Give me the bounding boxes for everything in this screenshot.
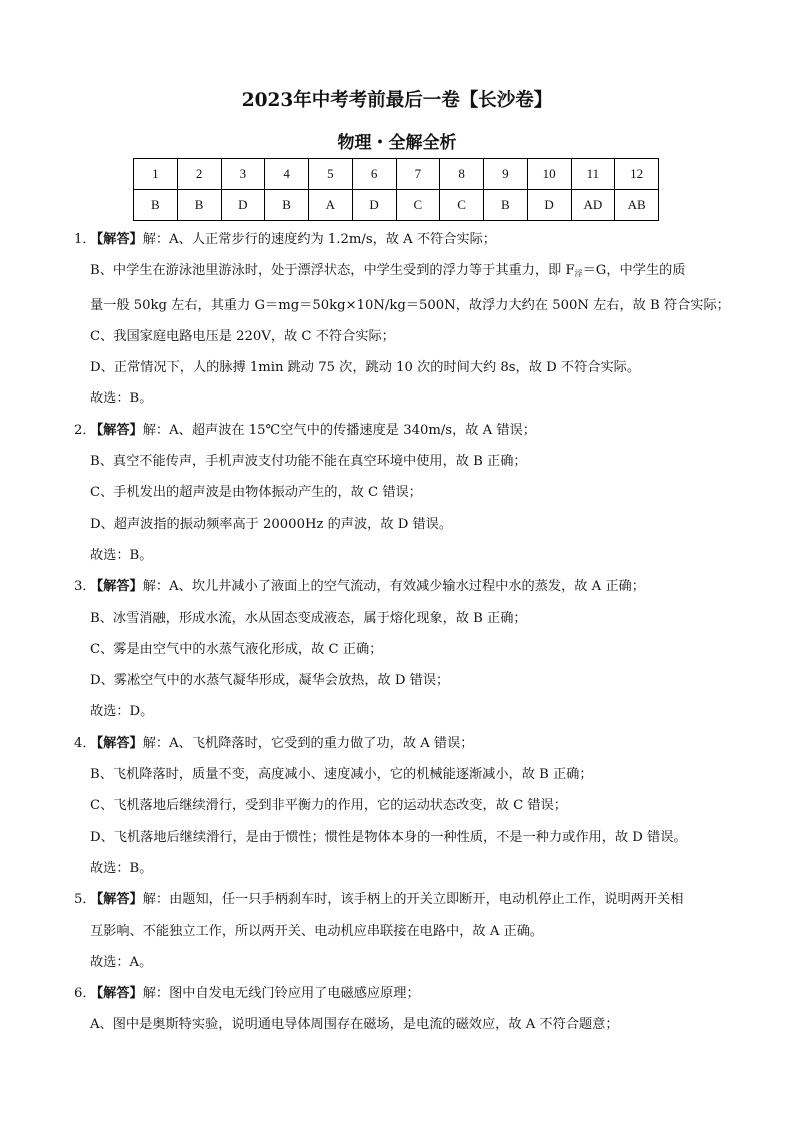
answer-cell: B	[134, 190, 178, 221]
solution-line: D、超声波指的振动频率高于 20000Hz 的声波，故 D 错误。	[90, 516, 453, 532]
question-number-cell: 4	[265, 159, 309, 190]
answer-tag: 【解答】	[90, 735, 143, 751]
solution-line: C、飞机落地后继续滑行，受到非平衡力的作用，它的运动状态改变，故 C 错误；	[90, 798, 567, 814]
solution-line: D、雾凇空气中的水蒸气凝华形成，凝华会放热，故 D 错误；	[90, 673, 450, 689]
solution-line: B、冰雪消融，形成水流，水从固态变成液态，属于熔化现象，故 B 正确；	[90, 610, 527, 626]
question-number-cell: 3	[221, 159, 265, 190]
solution-line: C、雾是由空气中的水蒸气液化形成，故 C 正确；	[90, 641, 383, 657]
answer-table-answer-row	[134, 190, 659, 221]
question-number-cell: 6	[352, 159, 396, 190]
solution-3	[74, 571, 734, 727]
solution-choice: 故选：B。	[90, 547, 153, 563]
solution-text: 解：图中自发电无线门铃应用了电磁感应原理；	[142, 986, 420, 1002]
solution-first-line	[74, 884, 734, 915]
solution-first-line	[74, 224, 734, 255]
solutions-body	[74, 224, 734, 1041]
solution-first-line	[74, 978, 734, 1009]
answer-table	[133, 158, 659, 221]
question-number-cell: 11	[571, 159, 615, 190]
question-number: 4．	[74, 735, 96, 751]
solution-line: C、手机发出的超声波是由物体振动产生的，故 C 错误；	[90, 485, 422, 501]
answer-cell: AB	[615, 190, 659, 221]
solution-text: 解：A、坎儿井减小了液面上的空气流动，有效减少输水过程中水的蒸发，故 A 正确；	[142, 579, 645, 595]
solution-text: 解：A、超声波在 15℃空气中的传播速度是 340m/s，故 A 错误；	[142, 422, 536, 438]
solution-1	[74, 224, 734, 415]
question-number-cell: 7	[396, 159, 440, 190]
solution-text: 解：A、人正常步行的速度约为 1.2m/s，故 A 不符合实际；	[142, 232, 496, 247]
page-title: 2023年中考考前最后一卷【长沙卷】	[241, 90, 553, 111]
solution-line: 量一般 50kg 左右，其重力 G＝mg＝50kg×10N/kg＝500N，故浮力大约在 500N 左右，故 B 符合实际；	[90, 297, 730, 313]
answer-cell: D	[352, 190, 396, 221]
solution-line: B、真空不能传声，手机声波支付功能不能在真空环境中使用，故 B 正确；	[90, 454, 527, 470]
question-number-cell: 10	[527, 159, 571, 190]
solution-first-line	[74, 571, 734, 602]
answer-cell: B	[265, 190, 309, 221]
solution-text: B、中学生在游泳池里游泳时，处于漂浮状态，中学生受到的浮力等于其重力，即 F	[90, 263, 575, 279]
answer-cell: C	[440, 190, 484, 221]
question-number-cell: 2	[177, 159, 221, 190]
question-number-cell: 1	[134, 159, 178, 190]
question-number: 1．	[74, 232, 96, 247]
answer-cell: B	[484, 190, 528, 221]
question-number: 6．	[74, 986, 96, 1002]
question-number-cell: 9	[484, 159, 528, 190]
solution-line: C、我国家庭电路电压是 220V，故 C 不符合实际；	[90, 328, 395, 344]
answer-tag: 【解答】	[90, 579, 143, 595]
solution-line	[74, 255, 734, 289]
page-subtitle: 物理・全解全析	[337, 133, 457, 153]
solution-line: 互影响、不能独立工作，所以两开关、电动机应串联接在电路中，故 A 正确。	[90, 923, 544, 939]
answer-cell: D	[221, 190, 265, 221]
solution-choice: 故选：B。	[90, 391, 153, 407]
solution-first-line	[74, 415, 734, 446]
answer-cell: B	[177, 190, 221, 221]
answer-cell: C	[396, 190, 440, 221]
question-number: 5．	[74, 892, 96, 908]
answer-tag: 【解答】	[90, 892, 143, 908]
question-number: 3．	[74, 579, 96, 595]
solution-5	[74, 884, 734, 978]
solution-text: 解：由题知，任一只手柄刹车时，该手柄上的开关立即断开，电动机停止工作，说明两开关相	[142, 892, 684, 908]
question-number-cell: 5	[309, 159, 353, 190]
answer-cell: D	[527, 190, 571, 221]
solution-choice: 故选：D。	[90, 704, 154, 720]
answer-cell: A	[309, 190, 353, 221]
question-number-cell: 12	[615, 159, 659, 190]
solution-first-line	[74, 728, 734, 759]
solution-choice: 故选：A。	[90, 954, 153, 970]
solution-text: 解：A、飞机降落时，它受到的重力做了功，故 A 错误；	[142, 735, 474, 751]
solution-line: D、飞机落地后继续滑行，是由于惯性；惯性是物体本身的一种性质，不是一种力或作用，故 D 错误。	[90, 829, 687, 845]
answer-table-number-row	[134, 159, 659, 190]
question-number-cell: 8	[440, 159, 484, 190]
solution-line: D、正常情况下，人的脉搏 1min 跳动 75 次，跳动 10 次的时间大约 8s，故 D 不符合实际。	[90, 360, 641, 376]
answer-tag: 【解答】	[90, 232, 143, 247]
answer-cell: AD	[571, 190, 615, 221]
solution-2	[74, 415, 734, 571]
answer-tag: 【解答】	[90, 986, 143, 1002]
subscript-text: 浮	[574, 269, 583, 279]
solution-text: ＝G，中学生的质	[582, 263, 686, 279]
answer-tag: 【解答】	[90, 422, 143, 438]
solution-6	[74, 978, 734, 1041]
solution-choice: 故选：B。	[90, 860, 153, 876]
question-number: 2．	[74, 422, 96, 438]
solution-line: B、飞机降落时，质量不变，高度减小、速度减小，它的机械能逐渐减小，故 B 正确；	[90, 767, 593, 783]
solution-4	[74, 728, 734, 884]
solution-line: A、图中是奥斯特实验，说明通电导体周围存在磁场，是电流的磁效应，故 A 不符合题意；	[90, 1017, 619, 1033]
